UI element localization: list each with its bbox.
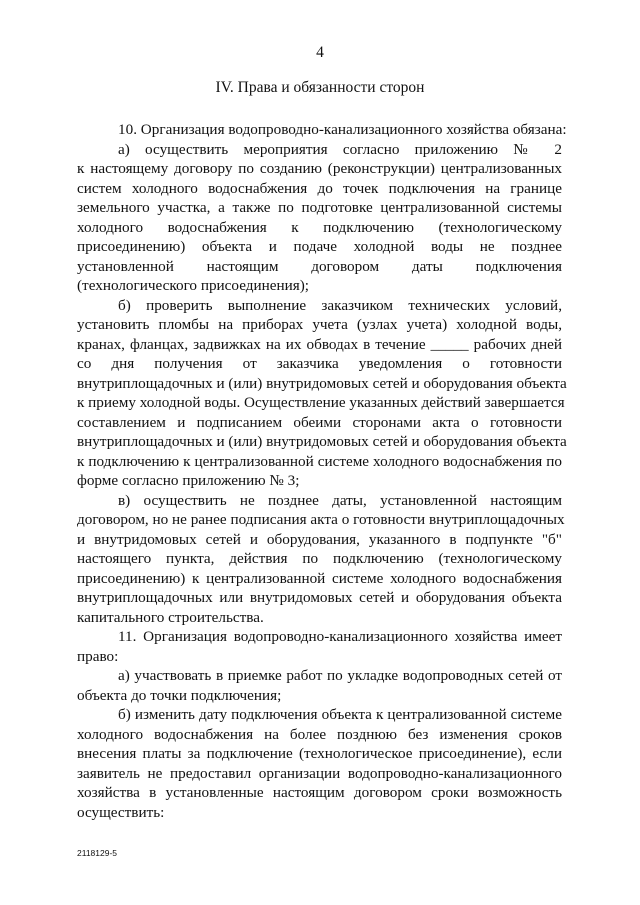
text-line: к подключению к централизованной системе холодного водоснабжения по [77,452,562,470]
text-line: установить пломбы на приборах учета (узлах учета) холодной воды, [77,316,562,333]
text-line: а) участвовать в приемке работ по укладке водопроводных сетей от [118,667,562,684]
text-line: б) проверить выполнение заказчиком технических условий, [118,296,562,314]
text-line: внутриплощадочных и (или) внутридомовых сетей и оборудования объекта [77,433,567,450]
text-line: и внутридомовых сетей и оборудования, указанного в подпункте "б" [77,530,562,548]
text-line: внесения платы за подключение (технологическое присоединение), если [77,745,562,762]
text-line: а) осуществить мероприятия согласно приложению № 2 [118,140,562,158]
text-line: земельного участка, а также по подготовке централизованной системы [77,199,562,216]
text-line: осуществить: [77,803,165,821]
text-line: к настоящему договору по созданию (реконструкции) централизованных [77,160,562,177]
text-line: право: [77,647,119,665]
text-line: внутриплощадочных и (или) внутридомовых сетей и оборудования объекта [77,374,567,392]
text-line: холодного водоснабжения к подключению (технологическому [77,218,562,236]
section-heading: IV. Права и обязанности сторон [215,79,425,96]
text-line: хозяйства в установленные настоящим договором сроки возможность [77,784,562,801]
text-line: в) осуществить не позднее даты, установленной настоящим [118,491,562,509]
text-line: настоящего пункта, действия по подключению (технологическому [77,550,562,567]
text-line: со дня получения от заказчика уведомления о готовности [77,355,562,372]
page-number: 4 [316,44,324,61]
text-line: договором, но не ранее подписания акта о готовности внутриплощадочных [77,511,565,528]
text-line: кранах, фланцах, задвижках на их обводах в течение _____ рабочих дней [77,335,562,353]
document-body [77,120,567,822]
text-line: присоединению) объекта и подаче холодной воды не позднее [77,238,562,255]
text-line: форме согласно приложению № 3; [77,472,300,489]
text-line: к приему холодной воды. Осуществление указанных действий завершается [77,394,565,411]
text-line: объекта до точки подключения; [77,686,282,704]
text-line: б) изменить дату подключения объекта к централизованной системе [118,706,562,723]
text-line: установленной настоящим договором даты подключения [77,257,562,275]
text-line: заявитель не предоставил организации водопроводно-канализационного [77,764,562,782]
text-line: 11. Организация водопроводно-канализационного хозяйства имеет [118,628,562,645]
text-line: присоединению) к централизованной системе холодного водоснабжения [77,569,562,587]
text-line: составлением и подписанием обеими сторонами акта о готовности [77,413,562,431]
text-line: холодного водоснабжения на более позднюю без изменения сроков [77,725,562,743]
text-line: систем холодного водоснабжения до точек подключения на границе [77,179,562,197]
text-line: (технологического присоединения); [77,277,309,294]
document-code: 2118129-5 [77,848,118,858]
text-line: капитального строительства. [77,608,264,626]
text-line: внутриплощадочных или внутридомовых сетей и оборудования объекта [77,589,562,606]
text-line: 10. Организация водопроводно-канализационного хозяйства обязана: [118,121,567,138]
